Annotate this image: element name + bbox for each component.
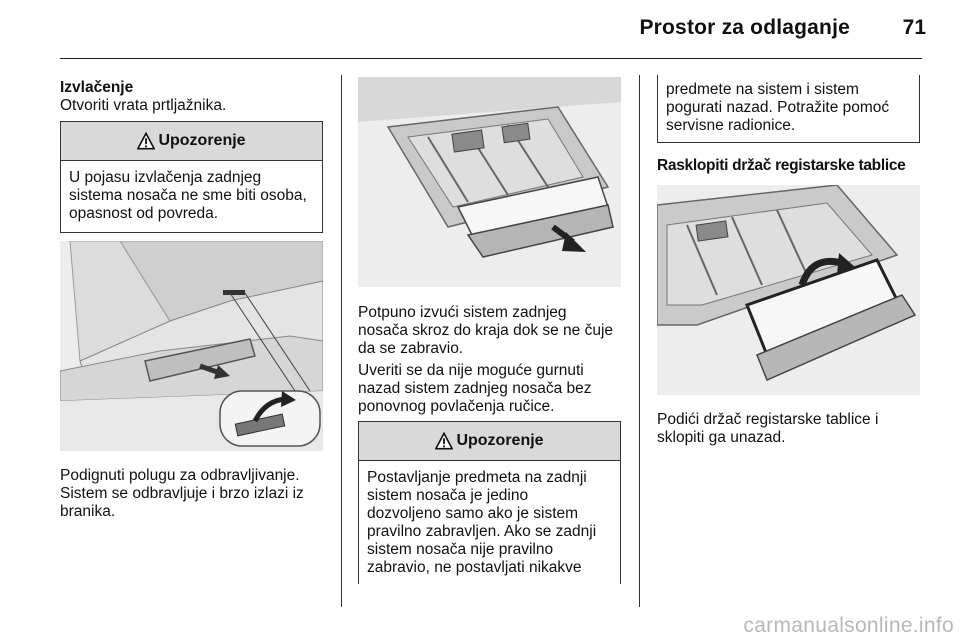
warning-line: predmete na sistem i sistem [666,81,859,98]
caption-line: Podignuti polugu za odbravljivanje. [60,467,300,484]
warning-header [359,422,620,461]
caption-line: Podići držač registarske tablice i [657,411,879,428]
paragraph-line: nazad sistem zadnjeg nosača bez [358,380,592,397]
warning-triangle-icon [137,132,155,150]
page-number: 71 [902,16,926,39]
page-title: Prostor za odlaganje [639,16,850,39]
warning-title: Upozorenje [158,132,246,149]
plate-holder-illustration [657,185,920,395]
warning-line: Postavljanje predmeta na zadnji [367,469,587,486]
warning-header [61,122,322,161]
paragraph-line: ponovnog povlačenja ručice. [358,398,555,415]
caption-line: branika. [60,503,116,520]
warning-line: servisne radionice. [666,117,796,134]
warning-body [359,461,620,577]
warning-line: sistema nosača ne sme biti osoba, [69,187,307,204]
warning-line: dozvoljeno samo ako je sistem [367,505,579,522]
warning-body [61,161,322,223]
warning-title: Upozorenje [456,432,544,449]
warning-box-2 [358,421,621,584]
warning-triangle-icon [435,432,453,450]
caption-line: Sistem se odbravljuje i brzo izlazi iz [60,485,304,502]
paragraph-line: nosača skroz do kraja dok se ne čuje [358,322,614,339]
warning-box-1 [60,121,323,233]
header-rule [60,58,922,59]
paragraph-line: da se zabravio. [358,340,464,357]
watermark: carmanualsonline.info [743,614,954,637]
paragraph-line: Potpuno izvući sistem zadnjeg [358,304,567,321]
intro-text: Otvoriti vrata prtljažnika. [60,97,227,114]
paragraph-line: Uveriti se da nije moguće gurnuti [358,362,584,379]
carrier-pull-out-illustration [358,77,621,287]
warning-box-2-continued [657,75,920,143]
caption-line: sklopiti ga unazad. [657,429,786,446]
warning-line: pravilno zabravljen. Ako se zadnji [367,523,597,540]
column-divider-2 [639,75,640,607]
warning-line: sistem nosača nije pravilno [367,541,554,558]
column-divider-1 [341,75,342,607]
section-heading-extraction: Izvlačenje [60,79,134,96]
tailgate-lever-illustration [60,241,323,451]
warning-line: zabravio, ne postavljati nikakve [367,559,582,576]
figure-carrier-pull-out [358,77,621,287]
warning-line: U pojasu izvlačenja zadnjeg [69,169,262,186]
figure-plate-holder [657,185,920,395]
warning-line: opasnost od povreda. [69,205,219,222]
figure-tailgate-lever [60,241,323,451]
warning-line: pogurati nazad. Potražite pomoć [666,99,890,116]
warning-line: sistem nosača je jedino [367,487,529,504]
section-heading-plate-holder: Rasklopiti držač registarske tablice [657,157,906,174]
warning-body [658,75,919,135]
